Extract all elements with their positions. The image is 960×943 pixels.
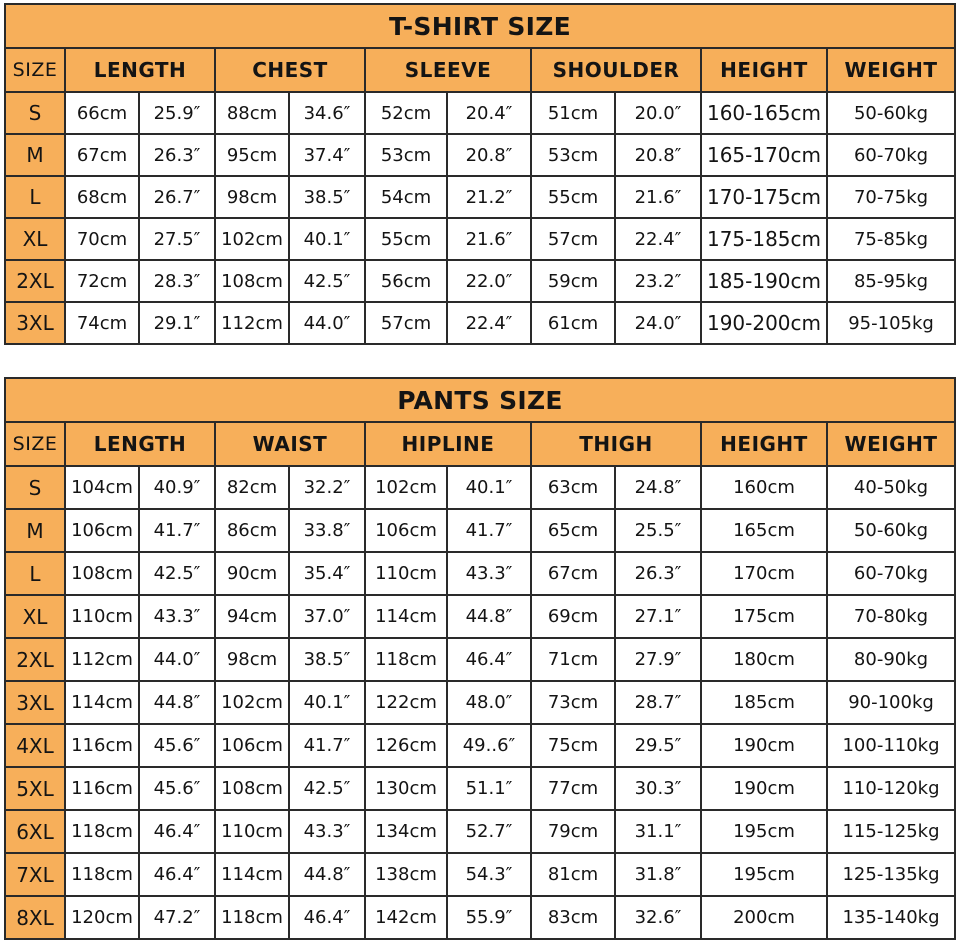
m4-cm-cell: 65cm (531, 509, 615, 552)
m4-in-cell: 21.6″ (615, 176, 701, 218)
length-cm-cell: 68cm (65, 176, 139, 218)
m2-cm-cell: 108cm (215, 260, 289, 302)
length-in-cell: 29.1″ (139, 302, 215, 344)
m3-cm-cell: 110cm (365, 552, 447, 595)
m4-in-cell: 26.3″ (615, 552, 701, 595)
m2-cm-cell: 102cm (215, 681, 289, 724)
m3-cm-cell: 134cm (365, 810, 447, 853)
m2-cm-cell: 102cm (215, 218, 289, 260)
m4-in-cell: 20.8″ (615, 134, 701, 176)
weight-cell: 135-140kg (827, 896, 955, 939)
m2-cm-cell: 88cm (215, 92, 289, 134)
length-cm-cell: 74cm (65, 302, 139, 344)
m2-in-cell: 40.1″ (289, 218, 365, 260)
length-in-cell: 43.3″ (139, 595, 215, 638)
tshirt-table-body (5, 92, 955, 344)
m3-cm-cell: 106cm (365, 509, 447, 552)
hipline-column-header: HIPLINE (365, 422, 531, 466)
height-cell: 200cm (701, 896, 827, 939)
height-cell: 195cm (701, 810, 827, 853)
waist-column-header: WAIST (215, 422, 365, 466)
height-cell: 185-190cm (701, 260, 827, 302)
height-cell: 195cm (701, 853, 827, 896)
length-cm-cell: 118cm (65, 853, 139, 896)
weight-cell: 80-90kg (827, 638, 955, 681)
m2-cm-cell: 98cm (215, 638, 289, 681)
size-cell: S (5, 466, 65, 509)
m2-in-cell: 41.7″ (289, 724, 365, 767)
m3-in-cell: 20.4″ (447, 92, 531, 134)
m4-cm-cell: 79cm (531, 810, 615, 853)
length-in-cell: 26.7″ (139, 176, 215, 218)
length-cm-cell: 72cm (65, 260, 139, 302)
m4-cm-cell: 55cm (531, 176, 615, 218)
weight-cell: 115-125kg (827, 810, 955, 853)
table-row (5, 176, 955, 218)
weight-cell: 60-70kg (827, 552, 955, 595)
length-cm-cell: 112cm (65, 638, 139, 681)
m4-in-cell: 27.9″ (615, 638, 701, 681)
m3-in-cell: 21.2″ (447, 176, 531, 218)
table-row (5, 595, 955, 638)
m3-cm-cell: 130cm (365, 767, 447, 810)
pants-table-body (5, 466, 955, 939)
length-cm-cell: 106cm (65, 509, 139, 552)
m3-in-cell: 51.1″ (447, 767, 531, 810)
height-cell: 175-185cm (701, 218, 827, 260)
m2-in-cell: 37.0″ (289, 595, 365, 638)
weight-cell: 95-105kg (827, 302, 955, 344)
length-cm-cell: 118cm (65, 810, 139, 853)
weight-cell: 60-70kg (827, 134, 955, 176)
m4-cm-cell: 73cm (531, 681, 615, 724)
m4-in-cell: 30.3″ (615, 767, 701, 810)
tshirt-size-table (4, 3, 956, 345)
shoulder-column-header: SHOULDER (531, 48, 701, 92)
tshirt-table-title: T-SHIRT SIZE (5, 4, 955, 48)
m3-cm-cell: 142cm (365, 896, 447, 939)
m2-cm-cell: 118cm (215, 896, 289, 939)
m4-cm-cell: 51cm (531, 92, 615, 134)
m3-in-cell: 22.0″ (447, 260, 531, 302)
m3-in-cell: 20.8″ (447, 134, 531, 176)
m2-in-cell: 38.5″ (289, 638, 365, 681)
m3-cm-cell: 122cm (365, 681, 447, 724)
length-in-cell: 46.4″ (139, 853, 215, 896)
height-cell: 170-175cm (701, 176, 827, 218)
m2-cm-cell: 94cm (215, 595, 289, 638)
m2-in-cell: 33.8″ (289, 509, 365, 552)
height-cell: 190-200cm (701, 302, 827, 344)
table-row (5, 466, 955, 509)
table-row (5, 134, 955, 176)
length-in-cell: 27.5″ (139, 218, 215, 260)
m3-cm-cell: 126cm (365, 724, 447, 767)
table-row (5, 260, 955, 302)
m3-cm-cell: 52cm (365, 92, 447, 134)
table-row (5, 302, 955, 344)
size-cell: 3XL (5, 302, 65, 344)
height-cell: 165cm (701, 509, 827, 552)
size-cell: XL (5, 218, 65, 260)
table-row (5, 767, 955, 810)
weight-column-header: WEIGHT (827, 48, 955, 92)
table-row (5, 681, 955, 724)
m3-cm-cell: 56cm (365, 260, 447, 302)
table-row (5, 552, 955, 595)
m3-cm-cell: 55cm (365, 218, 447, 260)
m4-cm-cell: 75cm (531, 724, 615, 767)
size-cell: L (5, 552, 65, 595)
m4-cm-cell: 53cm (531, 134, 615, 176)
size-column-header: SIZE (5, 422, 65, 466)
length-in-cell: 44.8″ (139, 681, 215, 724)
thigh-column-header: THIGH (531, 422, 701, 466)
m3-in-cell: 41.7″ (447, 509, 531, 552)
table-row (5, 810, 955, 853)
m4-cm-cell: 59cm (531, 260, 615, 302)
m4-cm-cell: 81cm (531, 853, 615, 896)
length-cm-cell: 108cm (65, 552, 139, 595)
height-cell: 190cm (701, 724, 827, 767)
length-in-cell: 46.4″ (139, 810, 215, 853)
height-column-header: HEIGHT (701, 422, 827, 466)
length-in-cell: 28.3″ (139, 260, 215, 302)
m3-cm-cell: 54cm (365, 176, 447, 218)
size-cell: 2XL (5, 638, 65, 681)
m3-in-cell: 44.8″ (447, 595, 531, 638)
length-cm-cell: 66cm (65, 92, 139, 134)
m3-cm-cell: 102cm (365, 466, 447, 509)
table-row (5, 218, 955, 260)
m2-in-cell: 37.4″ (289, 134, 365, 176)
size-column-header: SIZE (5, 48, 65, 92)
m3-in-cell: 21.6″ (447, 218, 531, 260)
m4-in-cell: 31.8″ (615, 853, 701, 896)
length-in-cell: 41.7″ (139, 509, 215, 552)
m2-in-cell: 44.0″ (289, 302, 365, 344)
m2-in-cell: 40.1″ (289, 681, 365, 724)
m3-in-cell: 54.3″ (447, 853, 531, 896)
size-cell: M (5, 509, 65, 552)
weight-cell: 110-120kg (827, 767, 955, 810)
m3-in-cell: 43.3″ (447, 552, 531, 595)
m2-in-cell: 35.4″ (289, 552, 365, 595)
weight-cell: 125-135kg (827, 853, 955, 896)
weight-column-header: WEIGHT (827, 422, 955, 466)
m3-in-cell: 52.7″ (447, 810, 531, 853)
length-cm-cell: 110cm (65, 595, 139, 638)
length-in-cell: 25.9″ (139, 92, 215, 134)
length-cm-cell: 116cm (65, 724, 139, 767)
length-in-cell: 26.3″ (139, 134, 215, 176)
length-in-cell: 42.5″ (139, 552, 215, 595)
size-cell: 2XL (5, 260, 65, 302)
m2-in-cell: 42.5″ (289, 767, 365, 810)
length-cm-cell: 67cm (65, 134, 139, 176)
m3-in-cell: 48.0″ (447, 681, 531, 724)
weight-cell: 70-80kg (827, 595, 955, 638)
m2-cm-cell: 114cm (215, 853, 289, 896)
size-cell: 3XL (5, 681, 65, 724)
height-cell: 165-170cm (701, 134, 827, 176)
m4-cm-cell: 77cm (531, 767, 615, 810)
chest-column-header: CHEST (215, 48, 365, 92)
tshirt-header-row (5, 48, 955, 92)
size-cell: S (5, 92, 65, 134)
table-row (5, 638, 955, 681)
length-in-cell: 47.2″ (139, 896, 215, 939)
m4-cm-cell: 69cm (531, 595, 615, 638)
m4-in-cell: 31.1″ (615, 810, 701, 853)
m3-cm-cell: 138cm (365, 853, 447, 896)
height-cell: 170cm (701, 552, 827, 595)
m4-cm-cell: 57cm (531, 218, 615, 260)
height-cell: 185cm (701, 681, 827, 724)
m4-in-cell: 22.4″ (615, 218, 701, 260)
height-cell: 175cm (701, 595, 827, 638)
m2-cm-cell: 110cm (215, 810, 289, 853)
length-column-header: LENGTH (65, 48, 215, 92)
m2-in-cell: 42.5″ (289, 260, 365, 302)
m2-cm-cell: 112cm (215, 302, 289, 344)
m2-cm-cell: 86cm (215, 509, 289, 552)
m4-in-cell: 32.6″ (615, 896, 701, 939)
weight-cell: 90-100kg (827, 681, 955, 724)
pants-header-row (5, 422, 955, 466)
size-cell: 7XL (5, 853, 65, 896)
m2-cm-cell: 90cm (215, 552, 289, 595)
m2-in-cell: 46.4″ (289, 896, 365, 939)
m3-cm-cell: 53cm (365, 134, 447, 176)
m4-cm-cell: 61cm (531, 302, 615, 344)
size-cell: 4XL (5, 724, 65, 767)
m4-in-cell: 25.5″ (615, 509, 701, 552)
m4-in-cell: 29.5″ (615, 724, 701, 767)
sleeve-column-header: SLEEVE (365, 48, 531, 92)
table-row (5, 896, 955, 939)
length-cm-cell: 114cm (65, 681, 139, 724)
m2-cm-cell: 82cm (215, 466, 289, 509)
m3-cm-cell: 57cm (365, 302, 447, 344)
m4-in-cell: 20.0″ (615, 92, 701, 134)
m4-cm-cell: 83cm (531, 896, 615, 939)
m2-in-cell: 34.6″ (289, 92, 365, 134)
m2-cm-cell: 98cm (215, 176, 289, 218)
height-cell: 180cm (701, 638, 827, 681)
height-cell: 160-165cm (701, 92, 827, 134)
length-cm-cell: 70cm (65, 218, 139, 260)
length-cm-cell: 104cm (65, 466, 139, 509)
size-cell: 8XL (5, 896, 65, 939)
m4-in-cell: 28.7″ (615, 681, 701, 724)
length-cm-cell: 120cm (65, 896, 139, 939)
pants-size-table (4, 377, 956, 940)
length-in-cell: 40.9″ (139, 466, 215, 509)
size-cell: L (5, 176, 65, 218)
m3-in-cell: 46.4″ (447, 638, 531, 681)
table-row (5, 509, 955, 552)
m2-in-cell: 38.5″ (289, 176, 365, 218)
length-in-cell: 45.6″ (139, 724, 215, 767)
height-column-header: HEIGHT (701, 48, 827, 92)
m4-in-cell: 24.0″ (615, 302, 701, 344)
m4-cm-cell: 63cm (531, 466, 615, 509)
weight-cell: 75-85kg (827, 218, 955, 260)
height-cell: 160cm (701, 466, 827, 509)
length-cm-cell: 116cm (65, 767, 139, 810)
m2-in-cell: 32.2″ (289, 466, 365, 509)
table-row (5, 92, 955, 134)
height-cell: 190cm (701, 767, 827, 810)
m3-in-cell: 22.4″ (447, 302, 531, 344)
m3-in-cell: 49..6″ (447, 724, 531, 767)
m3-in-cell: 55.9″ (447, 896, 531, 939)
length-column-header: LENGTH (65, 422, 215, 466)
size-cell: M (5, 134, 65, 176)
weight-cell: 70-75kg (827, 176, 955, 218)
m2-in-cell: 43.3″ (289, 810, 365, 853)
table-row (5, 853, 955, 896)
m2-cm-cell: 95cm (215, 134, 289, 176)
weight-cell: 100-110kg (827, 724, 955, 767)
m2-cm-cell: 108cm (215, 767, 289, 810)
weight-cell: 40-50kg (827, 466, 955, 509)
size-cell: 5XL (5, 767, 65, 810)
size-cell: XL (5, 595, 65, 638)
m2-cm-cell: 106cm (215, 724, 289, 767)
m3-cm-cell: 118cm (365, 638, 447, 681)
m2-in-cell: 44.8″ (289, 853, 365, 896)
m3-in-cell: 40.1″ (447, 466, 531, 509)
weight-cell: 85-95kg (827, 260, 955, 302)
pants-table-title: PANTS SIZE (5, 378, 955, 422)
m4-in-cell: 27.1″ (615, 595, 701, 638)
weight-cell: 50-60kg (827, 92, 955, 134)
m3-cm-cell: 114cm (365, 595, 447, 638)
length-in-cell: 44.0″ (139, 638, 215, 681)
m4-in-cell: 23.2″ (615, 260, 701, 302)
weight-cell: 50-60kg (827, 509, 955, 552)
table-row (5, 724, 955, 767)
length-in-cell: 45.6″ (139, 767, 215, 810)
m4-cm-cell: 67cm (531, 552, 615, 595)
size-cell: 6XL (5, 810, 65, 853)
m4-cm-cell: 71cm (531, 638, 615, 681)
m4-in-cell: 24.8″ (615, 466, 701, 509)
